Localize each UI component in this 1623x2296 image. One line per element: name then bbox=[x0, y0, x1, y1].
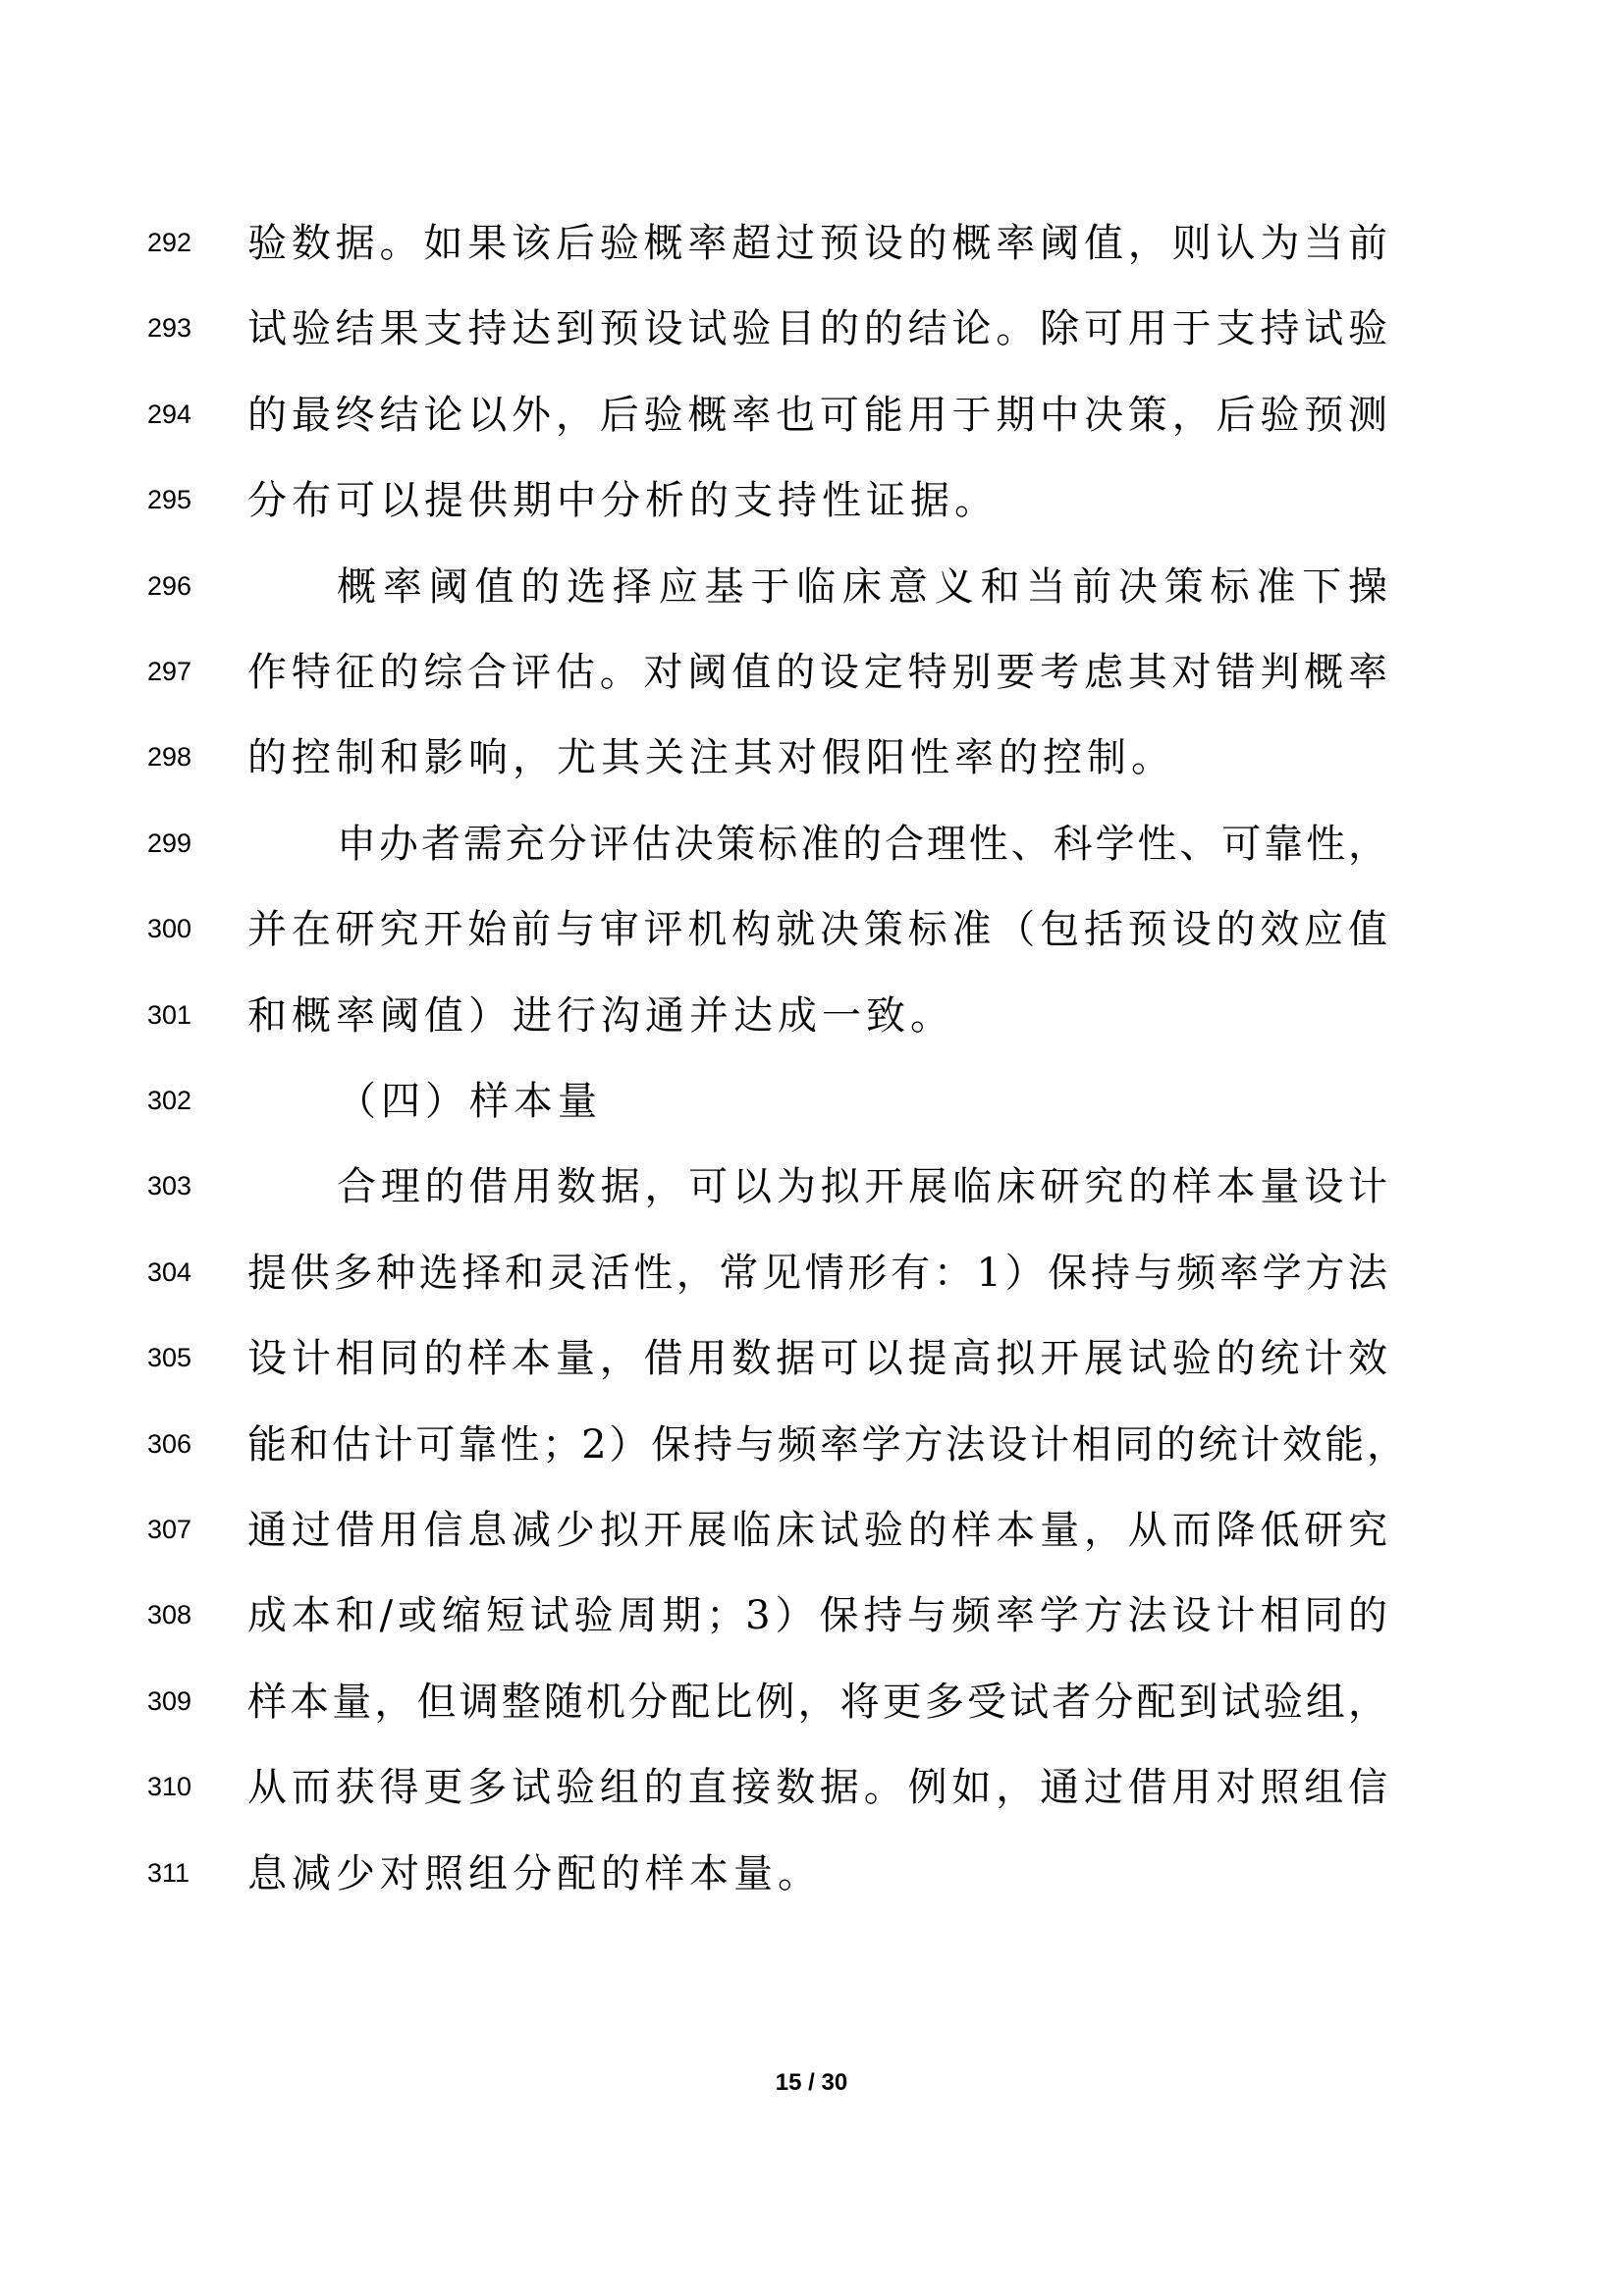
text-line bbox=[0, 214, 1623, 273]
line-text: 提供多种选择和灵活性，常见情形有：1）保持与频率学方法 bbox=[247, 1250, 1387, 1296]
line-text: 试验结果支持达到预设试验目的的结论。除可用于支持试验 bbox=[247, 306, 1387, 352]
line-text: 作特征的综合评估。对阈值的设定特别要考虑其对错判概率 bbox=[247, 650, 1387, 695]
text-line bbox=[0, 1244, 1623, 1303]
text-line bbox=[0, 1329, 1623, 1388]
text-line bbox=[0, 1673, 1623, 1732]
line-number: 309 bbox=[147, 1685, 192, 1716]
text-line bbox=[0, 987, 1623, 1045]
line-text: 样本量，但调整随机分配比例，将更多受试者分配到试验组， bbox=[247, 1679, 1387, 1725]
line-number: 305 bbox=[147, 1343, 192, 1373]
line-number: 308 bbox=[147, 1600, 192, 1630]
text-line bbox=[0, 643, 1623, 702]
text-line bbox=[0, 815, 1623, 874]
line-number: 296 bbox=[147, 570, 192, 601]
line-text: 能和估计可靠性；2）保持与频率学方法设计相同的统计效能， bbox=[247, 1421, 1406, 1468]
line-number: 292 bbox=[147, 228, 192, 257]
line-text: 的最终结论以外，后验概率也可能用于期中决策，后验预测 bbox=[247, 392, 1387, 438]
text-line bbox=[0, 900, 1623, 959]
text-line bbox=[0, 1415, 1623, 1474]
text-line bbox=[0, 471, 1623, 530]
line-text: 分布可以提供期中分析的支持性证据。 bbox=[247, 478, 999, 524]
line-number: 304 bbox=[147, 1256, 192, 1287]
line-text: 并在研究开始前与审评机构就决策标准（包括预设的效应值 bbox=[247, 907, 1387, 953]
text-line bbox=[0, 1844, 1623, 1903]
line-number: 294 bbox=[147, 399, 192, 429]
text-line bbox=[0, 1758, 1623, 1817]
line-text: 通过借用信息减少拟开展临床试验的样本量，从而降低研究 bbox=[247, 1508, 1387, 1553]
line-number: 307 bbox=[147, 1515, 192, 1544]
text-line bbox=[0, 558, 1623, 616]
text-line bbox=[0, 1157, 1623, 1216]
line-number: 297 bbox=[147, 657, 192, 686]
line-text: 的控制和影响，尤其关注其对假阳性率的控制。 bbox=[247, 735, 1175, 781]
text-line bbox=[0, 728, 1623, 787]
text-line bbox=[0, 299, 1623, 358]
line-text: 从而获得更多试验组的直接数据。例如，通过借用对照组信 bbox=[247, 1765, 1387, 1811]
line-number: 311 bbox=[147, 1857, 190, 1888]
text-line bbox=[0, 1501, 1623, 1560]
section-heading: （四）样本量 bbox=[337, 1079, 602, 1124]
line-number: 300 bbox=[147, 914, 192, 944]
line-number: 303 bbox=[147, 1171, 192, 1201]
line-text: 概率阈值的选择应基于临床意义和当前决策标准下操 bbox=[337, 563, 1387, 610]
line-text: 息减少对照组分配的样本量。 bbox=[247, 1850, 822, 1896]
line-text: 和概率阈值）进行沟通并达成一致。 bbox=[247, 992, 954, 1039]
page-number: 15 / 30 bbox=[775, 2069, 848, 2096]
line-text: 验数据。如果该后验概率超过预设的概率阈值，则认为当前 bbox=[247, 221, 1387, 266]
line-number: 299 bbox=[147, 828, 192, 858]
line-number: 301 bbox=[147, 999, 192, 1030]
line-number: 293 bbox=[147, 313, 192, 344]
line-text: 成本和/或缩短试验周期；3）保持与频率学方法设计相同的 bbox=[247, 1593, 1387, 1639]
line-number: 306 bbox=[147, 1428, 192, 1459]
line-text: 设计相同的样本量，借用数据可以提高拟开展试验的统计效 bbox=[247, 1336, 1387, 1382]
line-number: 298 bbox=[147, 742, 192, 773]
text-line bbox=[0, 1586, 1623, 1645]
line-number: 310 bbox=[147, 1772, 192, 1802]
line-number: 302 bbox=[147, 1086, 192, 1115]
text-line bbox=[0, 386, 1623, 445]
line-text: 合理的借用数据，可以为拟开展临床研究的样本量设计 bbox=[337, 1164, 1387, 1210]
line-number: 295 bbox=[147, 485, 192, 515]
line-text: 申办者需充分评估决策标准的合理性、科学性、可靠性， bbox=[337, 821, 1387, 867]
text-line bbox=[0, 1072, 1623, 1131]
